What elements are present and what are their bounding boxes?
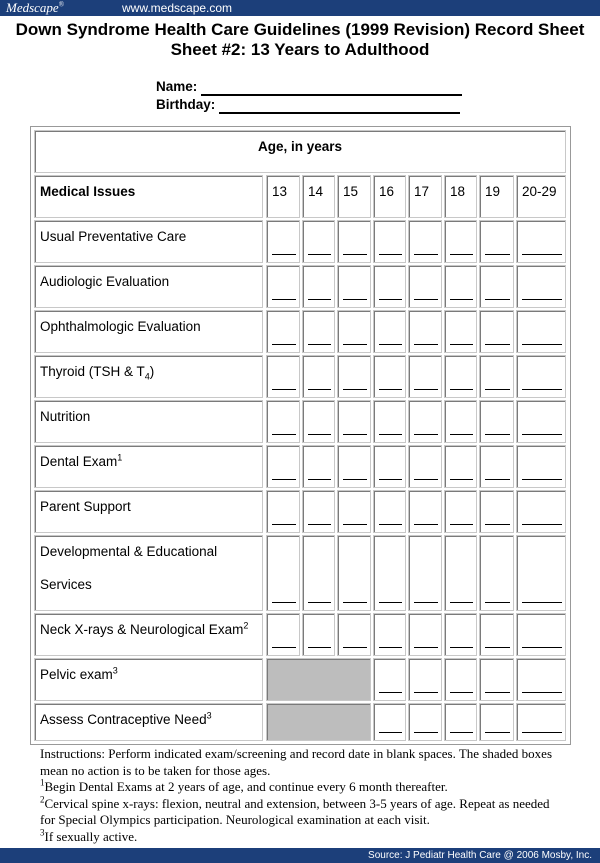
date-entry-cell[interactable] [302, 490, 335, 533]
date-entry-cell[interactable] [444, 265, 477, 308]
age-column-label: 19 [485, 184, 501, 199]
medical-issue-label-line-2: Services [40, 577, 92, 592]
age-column-header-17 [408, 175, 442, 218]
date-entry-cell[interactable] [302, 220, 335, 263]
date-entry-cell[interactable] [337, 613, 371, 656]
date-blank-line [308, 254, 331, 255]
date-blank-line [272, 389, 296, 390]
date-entry-cell[interactable] [266, 490, 300, 533]
date-blank-line [450, 299, 473, 300]
age-column-label: 18 [450, 184, 466, 199]
footnote-3 [40, 829, 560, 846]
date-entry-cell[interactable] [479, 220, 514, 263]
date-blank-line [379, 524, 402, 525]
age-column-label: 17 [414, 184, 430, 199]
medical-issue-label: Neck X-rays & Neurological Exam$^2$ [40, 620, 249, 637]
medical-issue-row-label-cell [34, 355, 263, 398]
date-entry-cell[interactable] [373, 658, 406, 701]
date-entry-cell[interactable] [373, 445, 406, 488]
medical-issue-label: Assess Contraceptive Need$^3$ [40, 710, 212, 727]
date-entry-cell[interactable] [302, 400, 335, 443]
instructions-text: Instructions: Perform indicated exam/screening and record date in blank spaces. The shaded boxes mean no action is to be taken for those ages. [40, 746, 553, 778]
date-blank-line [308, 434, 331, 435]
age-column-label: 14 [308, 184, 324, 199]
date-entry-cell[interactable] [408, 613, 442, 656]
date-blank-line [485, 647, 510, 648]
date-blank-line [343, 344, 367, 345]
date-entry-cell[interactable] [479, 400, 514, 443]
date-entry-cell[interactable] [408, 703, 442, 741]
title-line-2: Sheet #2: 13 Years to Adulthood [170, 40, 430, 59]
date-blank-line [272, 254, 296, 255]
medical-issues-header-label: Medical Issues [40, 184, 136, 199]
date-blank-line [414, 524, 438, 525]
date-entry-cell[interactable] [479, 535, 514, 611]
date-blank-line [522, 254, 562, 255]
date-blank-line [485, 602, 510, 603]
date-entry-cell[interactable] [408, 400, 442, 443]
medical-issue-label: Audiologic Evaluation [40, 274, 170, 289]
date-blank-line [272, 434, 296, 435]
date-entry-cell[interactable] [516, 703, 566, 741]
date-entry-cell[interactable] [444, 355, 477, 398]
footnote-1-text: Begin Dental Exams at 2 years of age, and continue every 6 month thereafter. [44, 779, 448, 794]
date-blank-line [379, 389, 402, 390]
date-entry-cell[interactable] [516, 355, 566, 398]
date-entry-cell[interactable] [266, 355, 300, 398]
date-entry-cell[interactable] [516, 490, 566, 533]
footnote-1-mark: 1 [40, 777, 45, 788]
date-entry-cell[interactable] [444, 490, 477, 533]
date-blank-line [308, 647, 331, 648]
date-entry-cell[interactable] [408, 658, 442, 701]
date-blank-line [308, 524, 331, 525]
date-blank-line [450, 479, 473, 480]
age-column-label: 15 [343, 184, 359, 199]
medical-issue-label: Ophthalmologic Evaluation [40, 319, 201, 334]
date-blank-line [522, 479, 562, 480]
date-blank-line [522, 647, 562, 648]
date-entry-cell[interactable] [373, 400, 406, 443]
page-title [0, 20, 600, 60]
date-entry-cell[interactable] [444, 400, 477, 443]
date-entry-cell[interactable] [479, 658, 514, 701]
date-blank-line [485, 732, 510, 733]
date-blank-line [308, 299, 331, 300]
date-blank-line [414, 389, 438, 390]
date-entry-cell[interactable] [337, 355, 371, 398]
age-column-header-18 [444, 175, 477, 218]
date-entry-cell[interactable] [302, 613, 335, 656]
date-blank-line [450, 647, 473, 648]
date-blank-line [414, 344, 438, 345]
date-blank-line [343, 389, 367, 390]
date-entry-cell[interactable] [444, 445, 477, 488]
age-column-header-19 [479, 175, 514, 218]
age-column-header-15 [337, 175, 371, 218]
medical-issue-row-label-cell [34, 535, 263, 611]
date-blank-line [379, 692, 402, 693]
date-blank-line [450, 524, 473, 525]
date-blank-line [450, 389, 473, 390]
date-blank-line [379, 344, 402, 345]
date-entry-cell[interactable] [479, 445, 514, 488]
date-blank-line [414, 254, 438, 255]
date-blank-line [414, 299, 438, 300]
date-blank-line [450, 602, 473, 603]
date-entry-cell[interactable] [266, 445, 300, 488]
name-label: Name: [156, 79, 198, 94]
age-column-label: 13 [272, 184, 288, 199]
date-blank-line [379, 647, 402, 648]
date-entry-cell[interactable] [444, 703, 477, 741]
date-entry-cell[interactable] [444, 220, 477, 263]
date-entry-cell[interactable] [516, 400, 566, 443]
date-entry-cell[interactable] [479, 355, 514, 398]
date-entry-cell[interactable] [266, 265, 300, 308]
footnote-2-text: Cervical spine x-rays: flexion, neutral and extension, between 3-5 years of age. Repeat as needed for Special Olympics participation. Neurological examination at each visit. [40, 795, 550, 827]
date-entry-cell[interactable] [266, 535, 300, 611]
date-blank-line [485, 299, 510, 300]
date-blank-line [414, 647, 438, 648]
date-entry-cell[interactable] [302, 445, 335, 488]
date-blank-line [485, 344, 510, 345]
date-blank-line [379, 254, 402, 255]
age-column-header-13 [266, 175, 300, 218]
patient-fields [156, 78, 462, 114]
date-entry-cell[interactable] [373, 355, 406, 398]
date-entry-cell[interactable] [516, 613, 566, 656]
name-blank-line [201, 81, 462, 96]
date-blank-line [379, 479, 402, 480]
date-entry-cell[interactable] [408, 535, 442, 611]
date-blank-line [485, 524, 510, 525]
medical-issue-row-label-cell [34, 703, 263, 741]
medical-issue-label: Thyroid (TSH & $T_4$) [40, 364, 155, 382]
date-blank-line [343, 254, 367, 255]
date-entry-cell[interactable] [408, 310, 442, 353]
date-entry-cell[interactable] [408, 355, 442, 398]
date-entry-cell[interactable] [266, 310, 300, 353]
instructions-notes [40, 746, 560, 845]
date-blank-line [522, 299, 562, 300]
date-blank-line [522, 344, 562, 345]
date-entry-cell[interactable] [444, 658, 477, 701]
date-blank-line [379, 732, 402, 733]
age-column-header-16 [373, 175, 406, 218]
footnote-2 [40, 796, 560, 829]
age-column-label: 16 [379, 184, 395, 199]
age-header-cell [34, 130, 566, 173]
date-entry-cell[interactable] [373, 490, 406, 533]
date-blank-line [414, 602, 438, 603]
date-entry-cell[interactable] [516, 535, 566, 611]
medical-issue-label: Developmental & Educational [40, 544, 218, 559]
date-entry-cell[interactable] [516, 658, 566, 701]
site-url-link[interactable]: www.medscape.com [122, 1, 233, 15]
medical-issue-row-label-cell [34, 310, 263, 353]
date-blank-line [522, 692, 562, 693]
date-blank-line [272, 479, 296, 480]
date-entry-cell[interactable] [337, 220, 371, 263]
date-entry-cell[interactable] [302, 355, 335, 398]
medscape-logo[interactable] [6, 0, 64, 16]
medical-issues-header-cell [34, 175, 263, 218]
date-blank-line [522, 602, 562, 603]
date-entry-cell[interactable] [516, 220, 566, 263]
record-table [30, 126, 571, 745]
date-blank-line [450, 344, 473, 345]
date-blank-line [485, 692, 510, 693]
name-field [156, 78, 462, 96]
date-blank-line [522, 524, 562, 525]
date-blank-line [343, 647, 367, 648]
date-blank-line [308, 389, 331, 390]
date-entry-cell[interactable] [479, 613, 514, 656]
bottom-banner [0, 848, 600, 863]
logo-text: Medscape [6, 0, 59, 15]
date-entry-cell[interactable] [337, 265, 371, 308]
date-blank-line [343, 524, 367, 525]
date-blank-line [485, 389, 510, 390]
footnote-2-mark: 2 [40, 794, 45, 805]
date-blank-line [343, 299, 367, 300]
date-entry-cell[interactable] [408, 490, 442, 533]
date-entry-cell[interactable] [444, 613, 477, 656]
date-entry-cell[interactable] [479, 265, 514, 308]
date-entry-cell[interactable] [373, 220, 406, 263]
medical-issue-row-label-cell [34, 220, 263, 263]
date-entry-cell[interactable] [373, 265, 406, 308]
medical-issue-row-label-cell [34, 265, 263, 308]
date-entry-cell[interactable] [516, 445, 566, 488]
date-entry-cell[interactable] [516, 265, 566, 308]
date-blank-line [485, 434, 510, 435]
birthday-field [156, 96, 462, 114]
age-header-label: Age, in years [257, 139, 343, 154]
age-column-header-20-29 [516, 175, 566, 218]
age-column-label: 20-29 [522, 184, 557, 199]
date-blank-line [450, 434, 473, 435]
birthday-label: Birthday: [156, 97, 216, 112]
footnote-1 [40, 779, 560, 796]
medical-issue-row-label-cell [34, 445, 263, 488]
date-entry-cell[interactable] [479, 310, 514, 353]
date-entry-cell[interactable] [373, 703, 406, 741]
date-blank-line [379, 602, 402, 603]
date-entry-cell[interactable] [408, 220, 442, 263]
date-entry-cell[interactable] [444, 310, 477, 353]
date-entry-cell[interactable] [373, 310, 406, 353]
medical-issue-row-label-cell [34, 658, 263, 701]
date-blank-line [450, 732, 473, 733]
date-entry-cell[interactable] [302, 265, 335, 308]
date-blank-line [414, 434, 438, 435]
date-entry-cell[interactable] [516, 310, 566, 353]
date-entry-cell[interactable] [337, 535, 371, 611]
date-blank-line [414, 479, 438, 480]
medical-issue-label: Usual Preventative Care [40, 229, 187, 244]
date-entry-cell[interactable] [266, 613, 300, 656]
date-blank-line [343, 602, 367, 603]
date-blank-line [414, 732, 438, 733]
date-blank-line [485, 479, 510, 480]
shaded-no-action-cell [266, 658, 371, 701]
medical-issue-label: Dental Exam$^1$ [40, 452, 123, 469]
date-entry-cell[interactable] [302, 310, 335, 353]
date-entry-cell[interactable] [479, 703, 514, 741]
shaded-no-action-cell [266, 703, 371, 741]
date-blank-line [379, 299, 402, 300]
date-blank-line [272, 344, 296, 345]
footnote-3-mark: 3 [40, 827, 45, 838]
birthday-blank-line [219, 99, 460, 114]
date-blank-line [414, 692, 438, 693]
top-banner [0, 0, 600, 16]
footnote-3-text: If sexually active. [44, 828, 138, 844]
date-entry-cell[interactable] [408, 445, 442, 488]
date-entry-cell[interactable] [337, 445, 371, 488]
date-blank-line [308, 602, 331, 603]
date-blank-line [272, 299, 296, 300]
date-blank-line [450, 692, 473, 693]
date-blank-line [272, 647, 296, 648]
date-blank-line [450, 254, 473, 255]
date-entry-cell[interactable] [337, 490, 371, 533]
date-entry-cell[interactable] [444, 535, 477, 611]
date-entry-cell[interactable] [337, 400, 371, 443]
medical-issue-label: Pelvic exam$^3$ [40, 665, 118, 682]
medical-issue-label: Parent Support [40, 499, 131, 514]
date-blank-line [343, 434, 367, 435]
date-entry-cell[interactable] [373, 613, 406, 656]
date-blank-line [272, 602, 296, 603]
date-blank-line [272, 524, 296, 525]
date-blank-line [485, 254, 510, 255]
date-blank-line [308, 344, 331, 345]
medical-issue-label: Nutrition [40, 409, 91, 424]
date-entry-cell[interactable] [373, 535, 406, 611]
medical-issue-row-label-cell [34, 400, 263, 443]
date-entry-cell[interactable] [266, 220, 300, 263]
date-blank-line [308, 479, 331, 480]
date-blank-line [522, 389, 562, 390]
date-blank-line [379, 434, 402, 435]
date-blank-line [343, 479, 367, 480]
medical-issue-row-label-cell [34, 490, 263, 533]
logo-registered-mark: ® [58, 0, 65, 9]
date-entry-cell[interactable] [302, 535, 335, 611]
date-blank-line [522, 732, 562, 733]
medical-issue-row-label-cell [34, 613, 263, 656]
source-credit: Source: J Pediatr Health Care @ 2006 Mosby, Inc. [368, 850, 592, 861]
title-line-1: Down Syndrome Health Care Guidelines (1999 Revision) Record Sheet [15, 20, 585, 39]
date-blank-line [522, 434, 562, 435]
date-entry-cell[interactable] [266, 400, 300, 443]
date-entry-cell[interactable] [479, 490, 514, 533]
age-column-header-14 [302, 175, 335, 218]
date-entry-cell[interactable] [337, 310, 371, 353]
date-entry-cell[interactable] [408, 265, 442, 308]
